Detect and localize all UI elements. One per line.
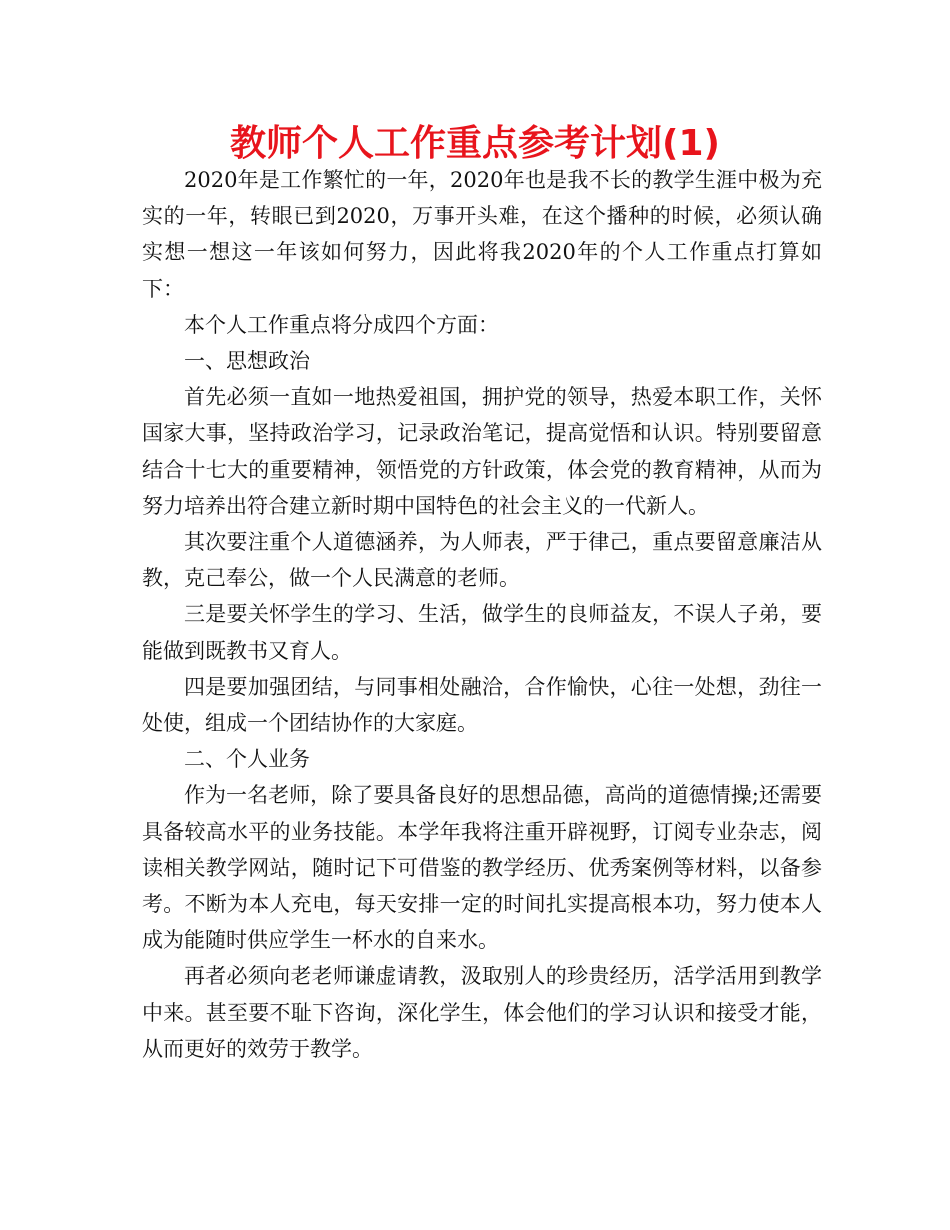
- section-heading-politics: 一、思想政治: [184, 349, 310, 374]
- paragraph-business-1: 作为一名老师，除了要具备良好的思想品德，高尚的道德情操;还需要具备较高水平的业务技能。本学年我将注重开辟视野，订阅专业杂志，阅读相关教学网站，随时记下可借鉴的教学经历、优秀案例等材料，以备参考。不断为本人充电，每天安排一定的时间扎实提高根本功，努力使本人成为能随时供应学生一杯水的自来水。: [142, 783, 822, 953]
- paragraph-politics-2: 其次要注重个人道德涵养，为人师表，严于律己，重点要留意廉洁从教，克己奉公，做一个人民满意的老师。: [142, 530, 822, 591]
- paragraph-business-2: 再者必须向老老师谦虚请教，汲取别人的珍贵经历，活学活用到教学中来。甚至要不耻下咨询，深化学生，体会他们的学习认识和接受才能，从而更好的效劳于教学。: [142, 964, 822, 1061]
- section-heading-business: 二、个人业务: [184, 747, 310, 772]
- paragraph-politics-1: 首先必须一直如一地热爱祖国，拥护党的领导，热爱本职工作，关怀国家大事，坚持政治学习，记录政治笔记，提高觉悟和认识。特别要留意结合十七大的重要精神，领悟党的方针政策，体会党的教育精神，从而为努力培养出符合建立新时期中国特色的社会主义的一代新人。: [142, 385, 822, 518]
- document-body: [142, 162, 822, 1067]
- paragraph-intro: 2020年是工作繁忙的一年，2020年也是我不长的教学生涯中极为充实的一年，转眼已到2020，万事开头难，在这个播种的时候，必须认确实想一想这一年该如何努力，因此将我2020年的个人工作重点打算如下：: [142, 168, 822, 301]
- paragraph-politics-4: 四是要加强团结，与同事相处融洽，合作愉快，心往一处想，劲往一处使，组成一个团结协作的大家庭。: [142, 674, 822, 736]
- document-title: 教师个人工作重点参考计划(1): [230, 123, 720, 164]
- paragraph-politics-3: 三是要关怀学生的学习、生活，做学生的良师益友，不误人子弟，要能做到既教书又育人。: [142, 602, 822, 663]
- paragraph-overview: 本个人工作重点将分成四个方面：: [184, 312, 499, 337]
